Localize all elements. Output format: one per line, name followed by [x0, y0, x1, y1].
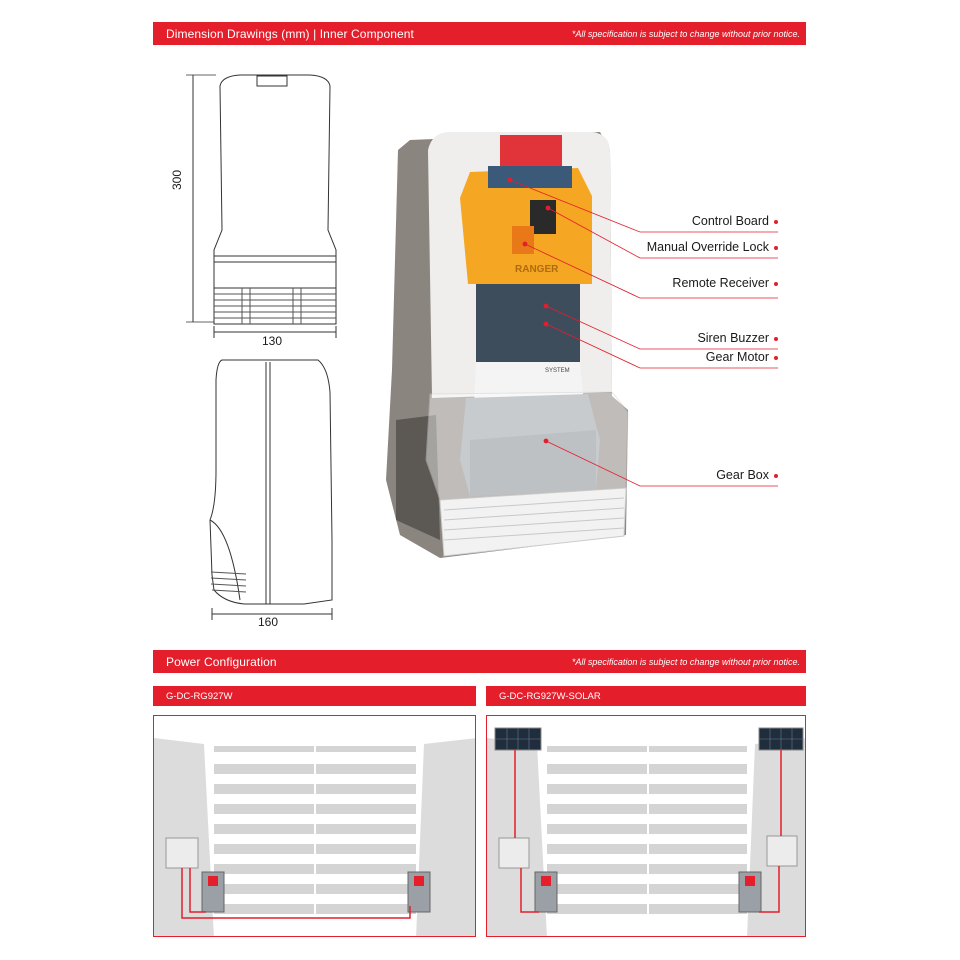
callout-gear-motor: [706, 350, 778, 364]
bullet-icon: [774, 474, 778, 478]
callout-control-board: [692, 214, 778, 228]
disclaimer-note: *All specification is subject to change without prior notice.: [571, 28, 800, 39]
gate-diagram-standard: [153, 715, 476, 937]
section-header-power: [153, 650, 806, 673]
height-dimension-label: 300: [170, 169, 184, 190]
gate-scene-standard: [154, 716, 476, 937]
bullet-icon: [774, 337, 778, 341]
callout-label: Siren Buzzer: [697, 331, 769, 345]
section-title: Dimension Drawings (mm) | Inner Component: [166, 26, 414, 41]
width-dimension-label: 130: [262, 334, 283, 348]
bullet-icon: [774, 282, 778, 286]
motor-text: SYSTEM: [545, 368, 570, 374]
bullet-icon: [774, 220, 778, 224]
callout-label: Remote Receiver: [672, 276, 769, 290]
depth-dimension-label: 160: [258, 615, 279, 629]
callout-label: Manual Override Lock: [646, 240, 769, 254]
bullet-icon: [774, 246, 778, 250]
callout-label: Gear Motor: [705, 350, 769, 364]
gate-scene-solar: [487, 716, 806, 937]
bullet-icon: [774, 356, 778, 360]
disclaimer-note: *All specification is subject to change without prior notice.: [571, 656, 800, 667]
section-title: Power Configuration: [166, 654, 277, 669]
config-label-solar: G-DC-RG927W-SOLAR: [486, 686, 806, 706]
brand-text: RANGER: [515, 264, 559, 275]
callout-remote-receiver: [672, 276, 778, 290]
callout-gear-box: [716, 468, 778, 482]
callout-label: Control Board: [691, 214, 769, 228]
callout-manual-override-lock: [647, 240, 778, 254]
config-label-standard: G-DC-RG927W: [153, 686, 476, 706]
gate-diagram-solar: [486, 715, 806, 937]
callout-siren-buzzer: [697, 331, 778, 345]
callout-label: Gear Box: [716, 468, 769, 482]
